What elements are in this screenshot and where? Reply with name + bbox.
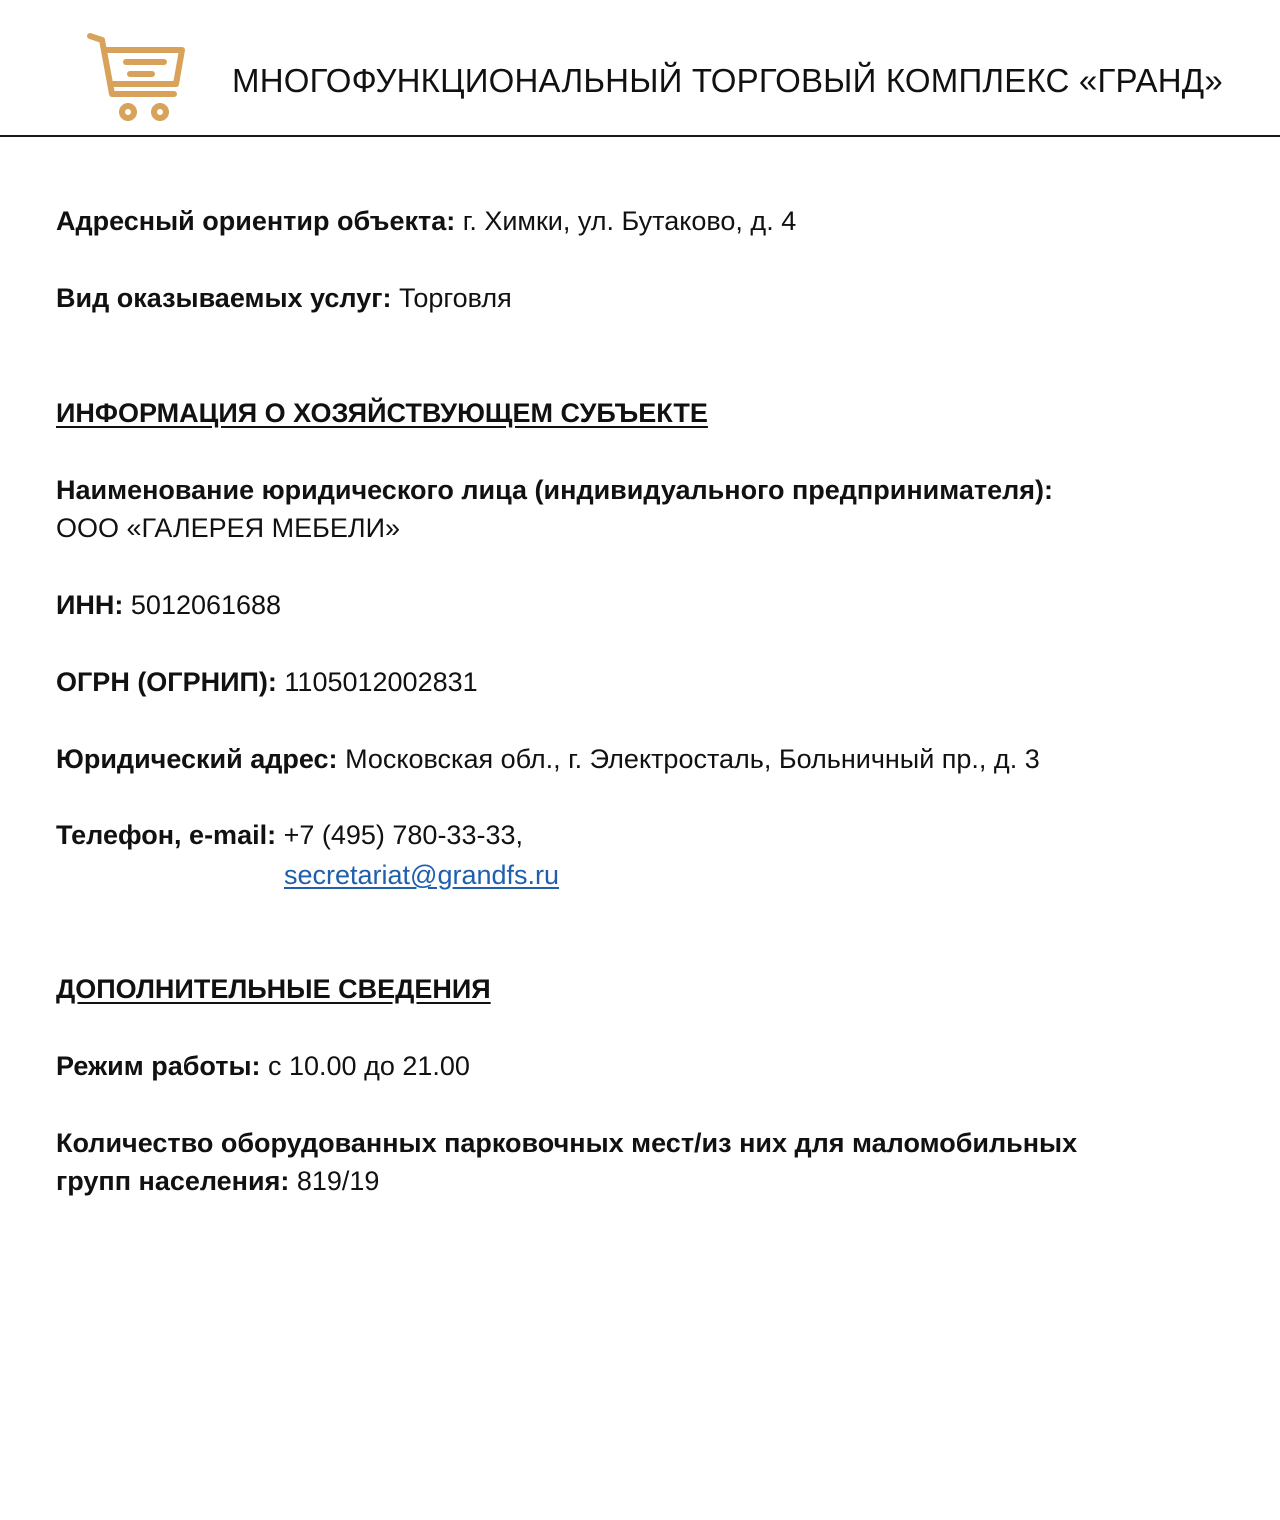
inn-label: ИНН:	[56, 590, 124, 620]
hours-label: Режим работы:	[56, 1051, 261, 1081]
hours-row	[56, 1047, 470, 1085]
legal-address-row	[56, 740, 1040, 778]
object-address-value: г. Химки, ул. Бутаково, д. 4	[455, 206, 797, 236]
shopping-cart-icon	[86, 32, 190, 124]
services-label: Вид оказываемых услуг:	[56, 283, 392, 313]
inn-row	[56, 586, 281, 624]
parking-label-line1-text: Количество оборудованных парковочных мест/из них для маломобильных	[56, 1128, 1078, 1158]
legal-address-value: Московская обл., г. Электросталь, Больничный пр., д. 3	[337, 744, 1040, 774]
entity-name-label-text: Наименование юридического лица (индивидуального предпринимателя):	[56, 475, 1053, 505]
parking-label-line2: групп населения:	[56, 1166, 290, 1196]
services-row	[56, 279, 512, 317]
parking-row	[56, 1162, 379, 1200]
page-title: МНОГОФУНКЦИОНАЛЬНЫЙ ТОРГОВЫЙ КОМПЛЕКС «ГРАНД»	[232, 62, 1223, 99]
page-header	[0, 0, 1280, 137]
parking-label-line1	[56, 1124, 1077, 1162]
phone-value: +7 (495) 780-33-33,	[276, 820, 523, 850]
entity-name-value	[56, 509, 400, 547]
email-link[interactable]: secretariat@grandfs.ru	[284, 860, 560, 890]
inn-value: 5012061688	[123, 590, 282, 620]
entity-name-value-text: ООО «ГАЛЕРЕЯ МЕБЕЛИ»	[56, 513, 401, 543]
hours-value: с 10.00 до 21.00	[260, 1051, 470, 1081]
object-address-label: Адресный ориентир объекта:	[56, 206, 456, 236]
services-value: Торговля	[391, 283, 512, 313]
email-row	[284, 856, 559, 894]
contact-label: Телефон, e-mail:	[56, 820, 277, 850]
ogrn-value: 1105012002831	[276, 667, 478, 697]
ogrn-label: ОГРН (ОГРНИП):	[56, 667, 277, 697]
entity-section-heading: ИНФОРМАЦИЯ О ХОЗЯЙСТВУЮЩЕМ СУБЪЕКТЕ	[56, 398, 708, 428]
additional-section-heading: ДОПОЛНИТЕЛЬНЫЕ СВЕДЕНИЯ	[56, 974, 491, 1004]
object-address-row	[56, 202, 796, 240]
contact-row	[56, 816, 523, 854]
ogrn-row	[56, 663, 478, 701]
parking-value: 819/19	[289, 1166, 380, 1196]
entity-name-label	[56, 471, 1053, 509]
legal-address-label: Юридический адрес:	[56, 744, 338, 774]
